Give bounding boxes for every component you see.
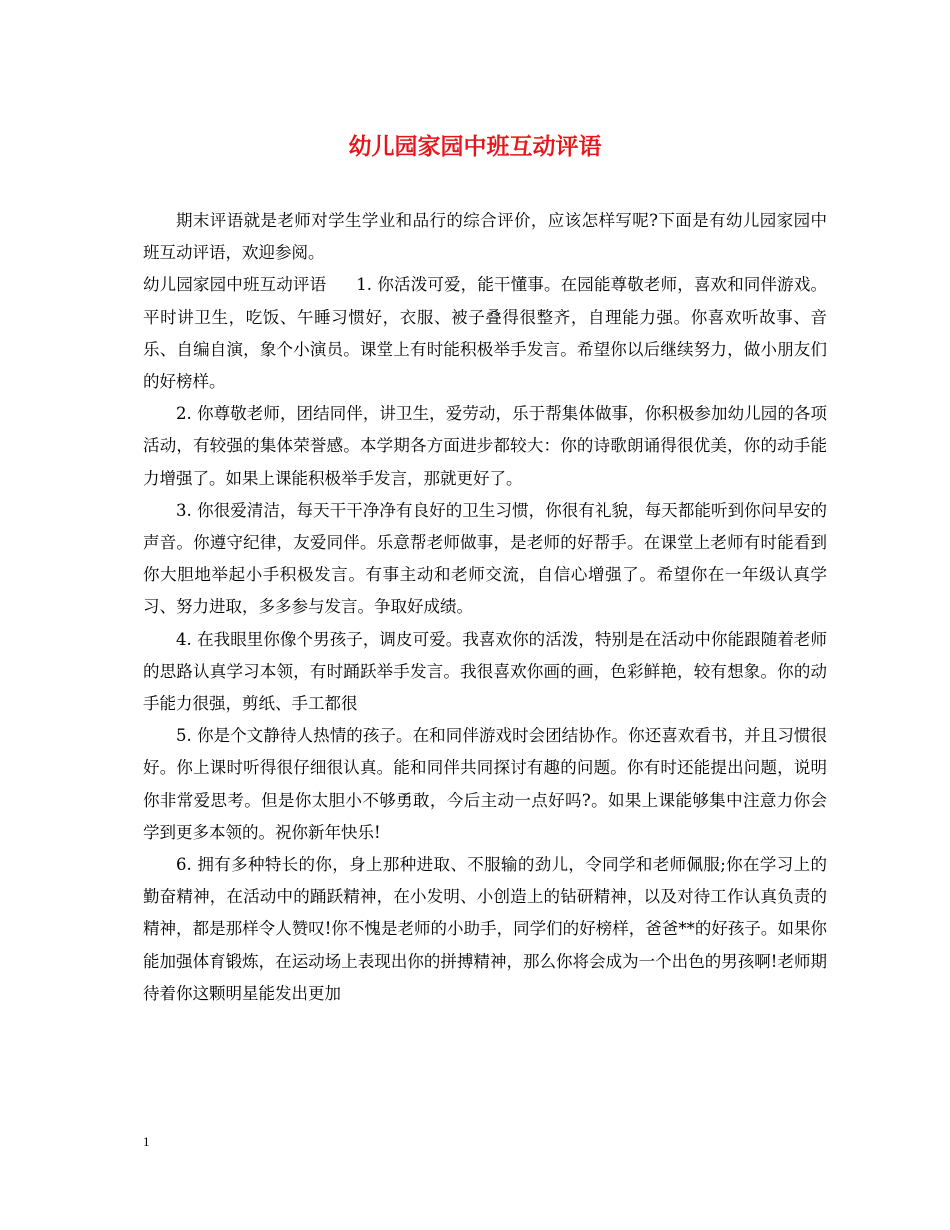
page-number: 1 (143, 1134, 150, 1149)
comment-paragraph-3: 3. 你很爱清洁，每天干干净净有良好的卫生习惯，你很有礼貌，每天都能听到你问早安的声音。你遵守纪律，友爱同伴。乐意帮老师做事，是老师的好帮手。在课堂上老师有时能看到你大胆地举起小手积极发言。有事主动和老师交流，自信心增强了。希望你在一年级认真学习、努力进取，多多参与发言。争取好成绩。 (143, 500, 827, 617)
comment-paragraph-6: 6. 拥有多种特长的你，身上那种进取、不服输的劲儿，令同学和老师佩服;你在学习上的勤奋精神，在活动中的踊跃精神，在小发明、小创造上的钻研精神，以及对待工作认真负责的精神，都是那样令人赞叹!你不愧是老师的小助手，同学们的好榜样，爸爸**的好孩子。如果你能加强体育锻炼，在运动场上表现出你的拼搏精神，那么你将会成为一个出色的男孩啊!老师期待着你这颗明星能发出更加 (143, 855, 827, 1003)
comment-paragraph-2: 2. 你尊敬老师，团结同伴，讲卫生，爱劳动，乐于帮集体做事，你积极参加幼儿园的各项活动，有较强的集体荣誉感。本学期各方面进步都较大：你的诗歌朗诵得很优美，你的动手能力增强了。如果上课能积极举手发言，那就更好了。 (143, 404, 827, 488)
comment-1-text: 1. 你活泼可爱，能干懂事。在园能尊敬老师，喜欢和同伴游戏。平时讲卫生，吃饭、午睡习惯好，衣服、被子叠得很整齐，自理能力强。你喜欢听故事、音乐、自编自演，象个小演员。课堂上有时能积极举手发言。希望你以后继续努力，做小朋友们的好榜样。 (143, 275, 828, 392)
intro-paragraph: 期末评语就是老师对学生学业和品行的综合评价，应该怎样写呢?下面是有幼儿园家园中班互动评语，欢迎参阅。 (143, 211, 827, 263)
comment-paragraph-4: 4. 在我眼里你像个男孩子，调皮可爱。我喜欢你的活泼，特别是在活动中你能跟随着老师的思路认真学习本领，有时踊跃举手发言。我很喜欢你画的画，色彩鲜艳，较有想象。你的动手能力很强，剪纸、手工都很 (143, 629, 827, 714)
document-title: 幼儿园家园中班互动评语 (348, 133, 602, 160)
comment-paragraph-1 (143, 269, 827, 398)
comment-paragraph-5: 5. 你是个文静待人热情的孩子。在和同伴游戏时会团结协作。你还喜欢看书，并且习惯很好。你上课时听得很仔细很认真。能和同伴共同探讨有趣的问题。你有时还能提出问题，说明你非常爱思考。但是你太胆小不够勇敢，今后主动一点好吗?。如果上课能够集中注意力你会学到更多本领的。祝你新年快乐! (143, 726, 827, 842)
document-body (143, 205, 827, 1010)
section-heading: 幼儿园家园中班互动评语 (143, 275, 327, 295)
